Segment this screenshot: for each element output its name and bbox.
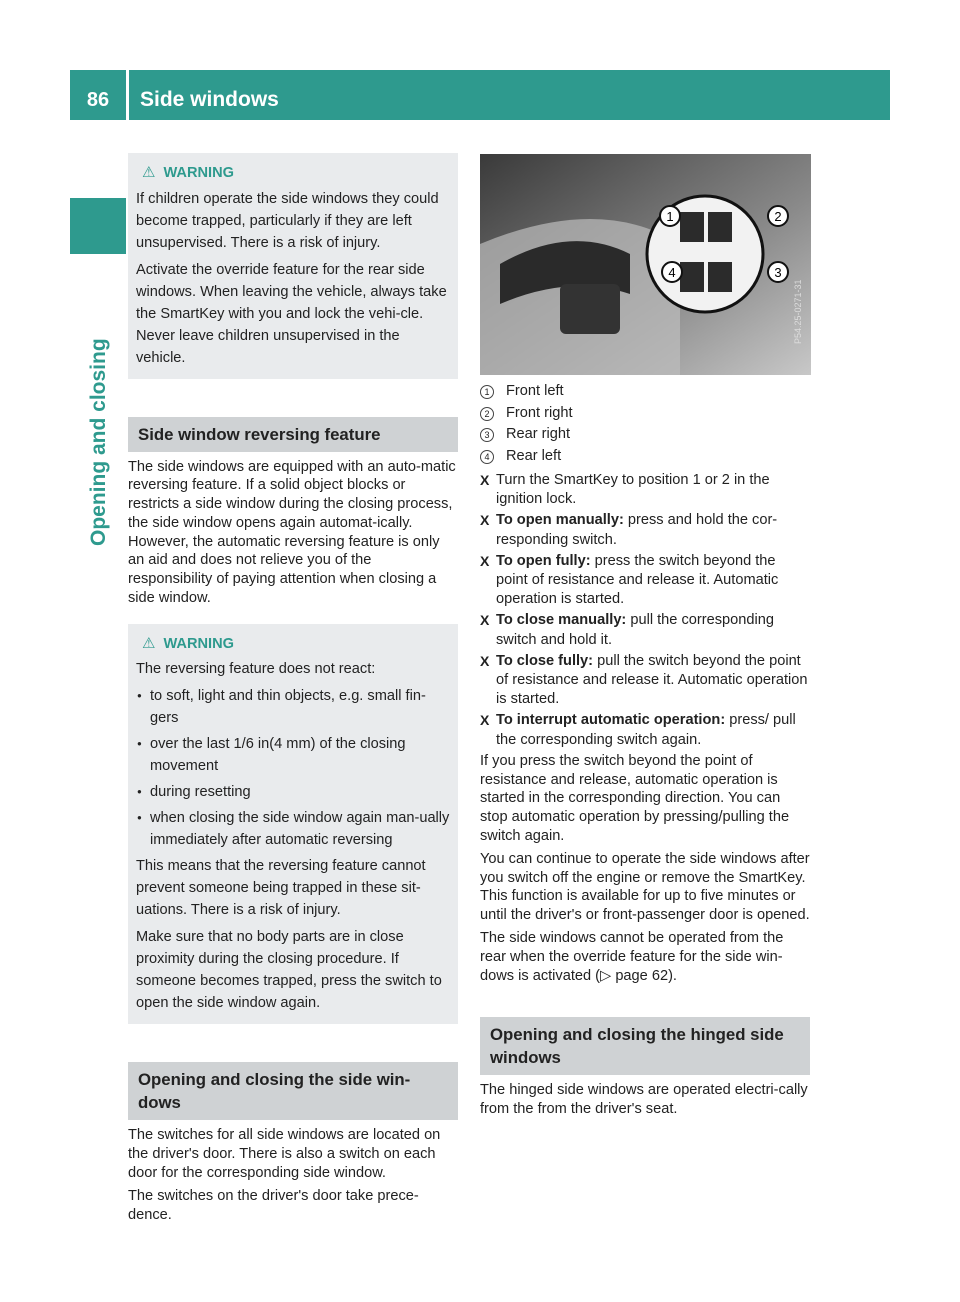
legend-item xyxy=(480,381,810,403)
legend-label: Rear left xyxy=(506,447,562,464)
chapter-tab-marker xyxy=(70,198,126,254)
list-item: ● over the last 1/6 in(4 mm) of the closing movement xyxy=(136,733,450,777)
legend-item xyxy=(480,403,810,425)
legend-number: 1 xyxy=(480,385,494,399)
step-item: X To interrupt automatic operation: press/ pull the corresponding switch again. xyxy=(480,712,796,748)
step-item: X To open manually: press and hold the cor-responding switch. xyxy=(480,512,778,548)
page-title: Side windows xyxy=(140,88,279,111)
step-item: X Turn the SmartKey to position 1 or 2 in the ignition lock. xyxy=(480,472,770,508)
left-column xyxy=(128,153,458,1228)
warning-text: Activate the override feature for the rear side windows. When leaving the vehicle, always take the SmartKey with you and lock the vehi-cle. Never leave children unsupervised in the vehicle. xyxy=(136,261,447,366)
legend-label: Front left xyxy=(506,383,564,399)
section-body-hinged: The hinged side windows are operated electri-cally from the from the driver's seat. xyxy=(480,1082,808,1118)
section-heading-hinged: Opening and closing the hinged side windows xyxy=(480,1017,810,1075)
warning-title-text: WARNING xyxy=(163,165,234,181)
warning-title xyxy=(136,163,450,184)
warning-triangle-icon: ⚠ xyxy=(142,164,156,181)
page-number: 86 xyxy=(86,89,110,111)
legend-number: 4 xyxy=(480,450,494,464)
legend-label: Front right xyxy=(506,404,573,421)
door-switch-illustration xyxy=(480,154,811,375)
callout-3 xyxy=(768,262,788,282)
legend-number: 2 xyxy=(480,407,494,421)
chapter-label: Opening and closing xyxy=(87,338,110,546)
right-column xyxy=(480,381,810,1123)
callout-4 xyxy=(662,262,682,282)
section-body-reversing: The side windows are equipped with an auto-matic reversing feature. If a solid object blocks or restricts a side window during the closing process, the side window opens again automat-ically. However, the automatic reversing feature is only an aid and does not relieve you of the responsibility of paying attention when closing a side window. xyxy=(128,458,456,607)
legend-list xyxy=(480,381,810,467)
list-item: ● during resetting xyxy=(136,781,450,803)
step-arrow-icon: X xyxy=(480,512,490,529)
body-paragraph: You can continue to operate the side windows after you switch off the engine or remove the SmartKey. This function is available for up to five minutes or until the driver's or front-passenger door is opened. xyxy=(480,850,810,924)
svg-text:2: 2 xyxy=(774,209,782,224)
step-arrow-icon: X xyxy=(480,652,490,669)
photo-code: P54.25-0271-31 xyxy=(793,279,803,344)
svg-text:3: 3 xyxy=(774,265,782,280)
list-item: ● to soft, light and thin objects, e.g. small fin-gers xyxy=(136,685,450,729)
warning-title-text: WARNING xyxy=(163,635,234,652)
section-heading-opening-closing: Opening and closing the side win-dows xyxy=(128,1062,458,1120)
step-arrow-icon: X xyxy=(480,552,490,569)
warning-triangle-icon: ⚠ xyxy=(142,634,156,652)
section-heading-reversing: Side window reversing feature xyxy=(128,417,458,452)
step-item: X To open fully: press the switch beyond the point of resistance and release it. Automatic operation is started. xyxy=(480,552,779,608)
door-switch-photo xyxy=(480,154,811,375)
header-divider xyxy=(126,70,129,120)
instruction-steps xyxy=(480,471,810,750)
svg-text:1: 1 xyxy=(666,209,674,224)
warning-text: If children operate the side windows they could become trapped, particularly if they are left unsupervised. There is a risk of injury. xyxy=(136,190,439,251)
legend-item xyxy=(480,424,810,446)
step-item: X To close manually: pull the corresponding switch and hold it. xyxy=(480,612,774,648)
warning-intro: The reversing feature does not react: xyxy=(136,661,376,678)
callout-1 xyxy=(660,206,680,226)
body-paragraph-page-ref: The side windows cannot be operated from the rear when the override feature for the side win-dows is activated (▷ page 62). xyxy=(480,930,784,984)
step-arrow-icon: X xyxy=(480,472,490,488)
warning-box-reversing xyxy=(128,624,458,1025)
callout-2 xyxy=(768,206,788,226)
step-arrow-icon: X xyxy=(480,712,490,729)
step-arrow-icon: X xyxy=(480,612,490,629)
warning-bullet-list xyxy=(136,685,450,851)
warning-text: This means that the reversing feature cannot prevent someone being trapped in these sit-uations. There is a risk of injury. xyxy=(136,858,426,919)
warning-text: Make sure that no body parts are in close proximity during the closing procedure. If someone becomes trapped, press the switch to open the side window again. xyxy=(136,929,442,1012)
step-item: X To close fully: pull the switch beyond the point of resistance and release it. Automatic operation is started. xyxy=(480,652,808,708)
section-body: The switches on the driver's door take prece-dence. xyxy=(128,1187,419,1223)
body-paragraph: If you press the switch beyond the point of resistance and release, automatic operation is started in the corresponding direction. You can stop automatic operation by pressing/pulling the switch again. xyxy=(480,752,790,845)
list-item: ● when closing the side window again man-ually immediately after automatic reversing xyxy=(136,807,450,851)
legend-number: 3 xyxy=(480,428,494,442)
warning-box-children xyxy=(128,153,458,379)
legend-label: Rear right xyxy=(506,426,571,442)
section-body: The switches for all side windows are located on the driver's door. There is also a switch on each door for the corresponding side window. xyxy=(128,1127,441,1181)
svg-text:4: 4 xyxy=(668,265,676,280)
warning-title xyxy=(136,634,450,655)
legend-item xyxy=(480,446,810,468)
